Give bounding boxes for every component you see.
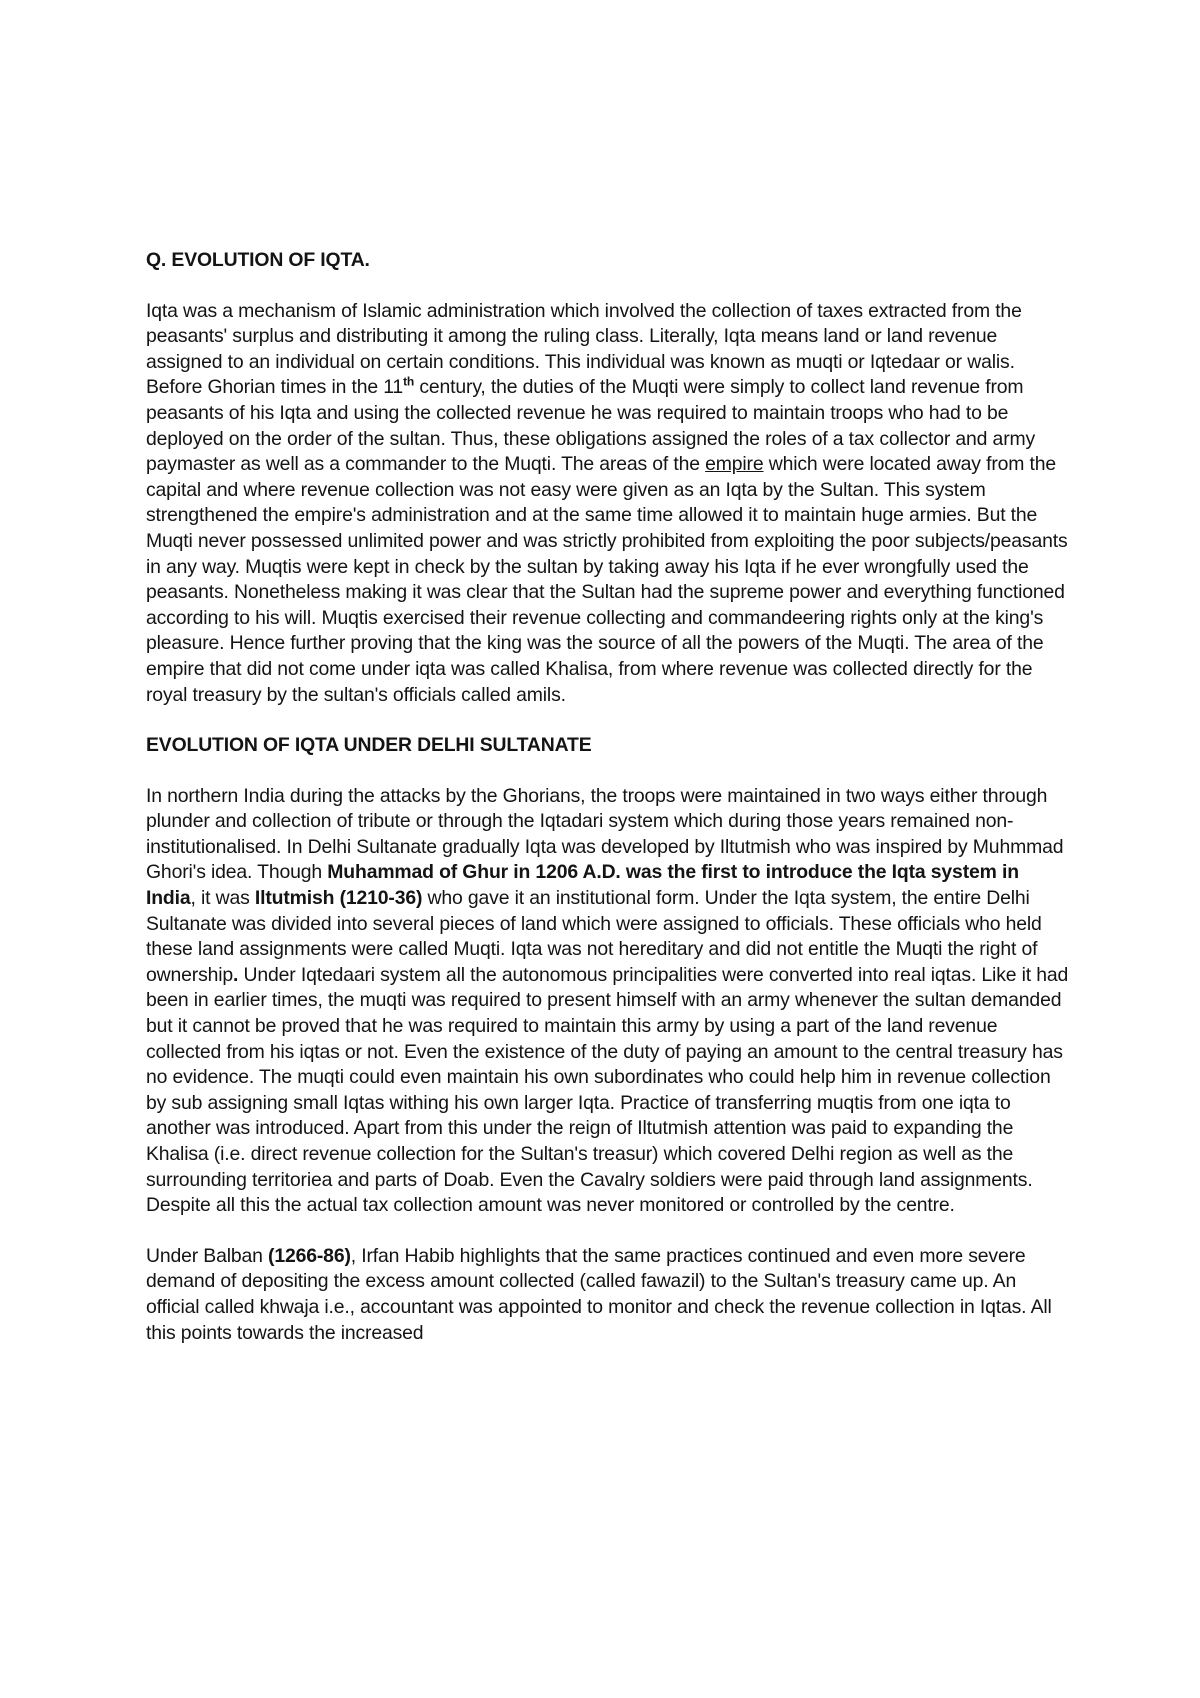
paragraph-balban (146, 1244, 1071, 1346)
text-run: which were located away from the capital and where revenue collection was not easy were given as an Iqta by the Sultan. This system strengthened the empire's administration and at the same time allowed it to maintain huge armies. But the Muqti never possessed unlimited power and was strictly prohibited from exploiting the poor subjects/peasants in any way. Muqtis were kept in check by the sultan by taking away his Iqta if he ever wrongfully used the peasants. Nonetheless making it was clear that the Sultan had the supreme power and everything functioned according to his will. Muqtis exercised their revenue collecting and commandeering rights only at the king's pleasure. Hence further proving that the king was the source of all the powers of the Muqti. The area of the empire that did not come under iqta was called Khalisa, from where revenue was collected directly for the royal treasury by the sultan's officials called amils. (146, 453, 1068, 706)
paragraph-delhi-sultanate (146, 784, 1071, 1219)
superscript: th (403, 374, 415, 389)
text-run: Under Iqtedaari system all the autonomous principalities were converted into real iqtas. Like it had been in earlier times, the muqti was required to present himself with an army whenever the sultan demanded but it cannot be proved that he was required to maintain this army by using a part of the land revenue collected from his iqtas or not. Even the existence of the duty of paying an amount to the central treasury has no evidence. The muqti could even maintain his own subordinates who could help him in revenue collection by sub assigning small Iqtas withing his own larger Iqta. Practice of transferring muqtis from one iqta to another was introduced. Apart from this under the reign of Iltutmish attention was paid to expanding the Khalisa (i.e. direct revenue collection for the Sultan's treasur) which covered Delhi region as well as the surrounding territoriea and parts of Doab. Even the Cavalry soldiers were paid through land assignments. Despite all this the actual tax collection amount was never monitored or controlled by the centre. (146, 963, 1069, 1217)
text-run: Under Balban (146, 1244, 269, 1267)
text-run: , Irfan Habib highlights that the same practices continued and even more severe demand of depositing the excess amount collected (called fawazil) to the Sultan's treasury came up. An official called khwaja i.e., accountant was appointed to monitor and check the revenue collection in Iqtas. All this points towards the increased (146, 1244, 1052, 1344)
bold-run: . (233, 963, 239, 986)
text-run: Iqta was a mechanism of Islamic administration which involved the collection of taxes extracted from the peasants' surplus and distributing it among the ruling class. Literally, Iqta means land or land revenue assigned to an individual on certain conditions. This individual was known as muqti or Iqtedaar or walis. Before Ghorian times in the 11 (146, 299, 1022, 399)
text-run: In northern India during the attacks by the Ghorians, the troops were maintained in two ways either through plunder and collection of tribute or through the Iqtadari system which during those years remained non-institutionalised. In Delhi Sultanate gradually Iqta was developed by Iltutmish who was inspired by Muhmmad Ghori's idea. Though (146, 784, 1064, 884)
document-page (146, 248, 1071, 1346)
empire-link[interactable]: empire (705, 453, 764, 476)
text-run: who gave it an institutional form. Under the Iqta system, the entire Delhi Sultanate was divided into several pieces of land which were assigned to officials. These officials who held these land assignments were called Muqti. Iqta was not hereditary and did not entitle the Muqti the right of ownership (146, 887, 1042, 986)
text-run: , it was (190, 887, 255, 910)
text-run: century, the duties of the Muqti were simply to collect land revenue from peasants of his Iqta and using the collected revenue he was required to maintain troops who had to be deployed on the order of the sultan. Thus, these obligations assigned the roles of a tax collector and army paymaster as well as a commander to the Muqti. The areas of the (146, 376, 1036, 476)
bold-run: Iltutmish (1210-36) (254, 887, 423, 910)
heading-evolution-of-iqta: Q. EVOLUTION OF IQTA. (146, 249, 370, 271)
heading-delhi-sultanate: EVOLUTION OF IQTA UNDER DELHI SULTANATE (146, 734, 592, 757)
paragraph-iqta-definition (146, 299, 1071, 709)
bold-run: (1266-86) (268, 1244, 351, 1267)
bold-run: Muhammad of Ghur in 1206 A.D. was the first to introduce the Iqta system in India (146, 861, 1019, 910)
